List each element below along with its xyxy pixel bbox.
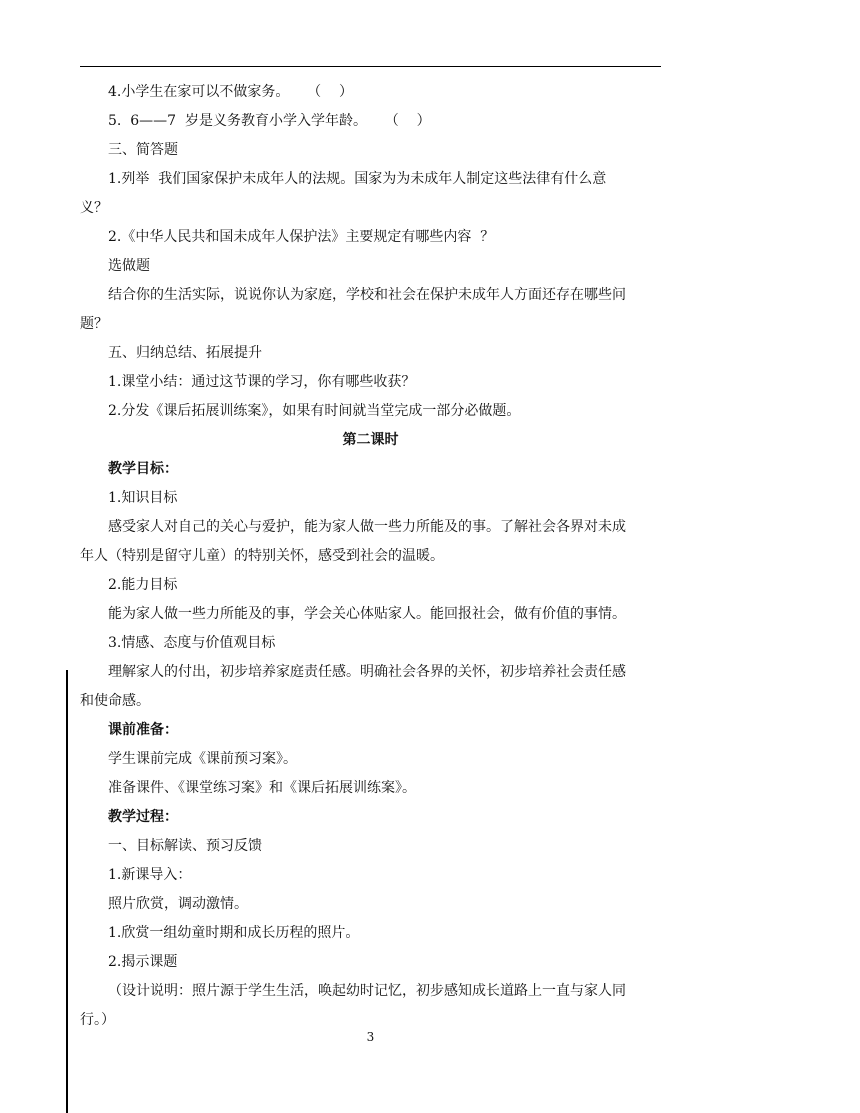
text-line: （设计说明：照片源于学生生活，唤起幼时记忆，初步感知成长道路上一直与家人同 <box>108 983 626 999</box>
text-line: 1.课堂小结：通过这节课的学习，你有哪些收获？ <box>108 374 416 390</box>
text-line: 1.知识目标 <box>108 490 178 506</box>
text-line: 1.新课导入： <box>108 867 192 883</box>
text-line: 能为家人做一些力所能及的事，学会关心体贴家人。能回报社会，做有价值的事情。 <box>108 606 626 622</box>
text-line: 一、目标解读、预习反馈 <box>108 838 262 854</box>
header-rule <box>80 66 661 67</box>
text-line: 教学过程： <box>108 809 178 825</box>
text-line: 三、简答题 <box>108 142 178 158</box>
text-line: 教学目标： <box>108 461 178 477</box>
text-line: 理解家人的付出，初步培养家庭责任感。明确社会各界的关怀，初步培养社会责任感 <box>108 664 626 680</box>
text-line: 行。） <box>80 1012 115 1028</box>
text-line: 题？ <box>80 316 108 332</box>
text-line: 义？ <box>80 200 108 216</box>
text-line: 准备课件、《课堂练习案》和《课后拓展训练案》。 <box>108 780 416 796</box>
text-line: 5. 6——7 岁是义务教育小学入学年龄。 （ ） <box>108 113 431 129</box>
text-line: 4.小学生在家可以不做家务。 （ ） <box>108 84 353 100</box>
text-line: 1.欣赏一组幼童时期和成长历程的照片。 <box>108 925 360 941</box>
text-line: 2.揭示课题 <box>108 954 178 970</box>
text-line: 五、归纳总结、拓展提升 <box>108 345 262 361</box>
text-line: 3.情感、态度与价值观目标 <box>108 635 276 651</box>
document-body <box>80 78 661 1035</box>
text-line: 感受家人对自己的关心与爱护，能为家人做一些力所能及的事。了解社会各界对未成 <box>108 519 626 535</box>
text-line: 2.能力目标 <box>108 577 178 593</box>
text-line: 1.列举 我们国家保护未成年人的法规。国家为为未成年人制定这些法律有什么意 <box>108 171 607 187</box>
text-line: 年人（特别是留守儿童）的特别关怀，感受到社会的温暖。 <box>80 548 444 564</box>
margin-bar <box>66 670 68 1113</box>
text-line: 课前准备： <box>108 722 178 738</box>
text-line: 2.分发《课后拓展训练案》，如果有时间就当堂完成一部分必做题。 <box>108 403 521 419</box>
text-line: 照片欣赏，调动激情。 <box>108 896 248 912</box>
page-number: 3 <box>366 1030 375 1044</box>
text-line: 选做题 <box>108 258 150 274</box>
text-line: 结合你的生活实际，说说你认为家庭，学校和社会在保护未成年人方面还存在哪些问 <box>108 287 626 303</box>
text-line: 2.《中华人民共和国未成年人保护法》主要规定有哪些内容 ？ <box>108 229 495 245</box>
text-line: 和使命感。 <box>80 693 150 709</box>
text-line: 第二课时 <box>342 432 399 448</box>
text-line: 学生课前完成《课前预习案》。 <box>108 751 297 767</box>
